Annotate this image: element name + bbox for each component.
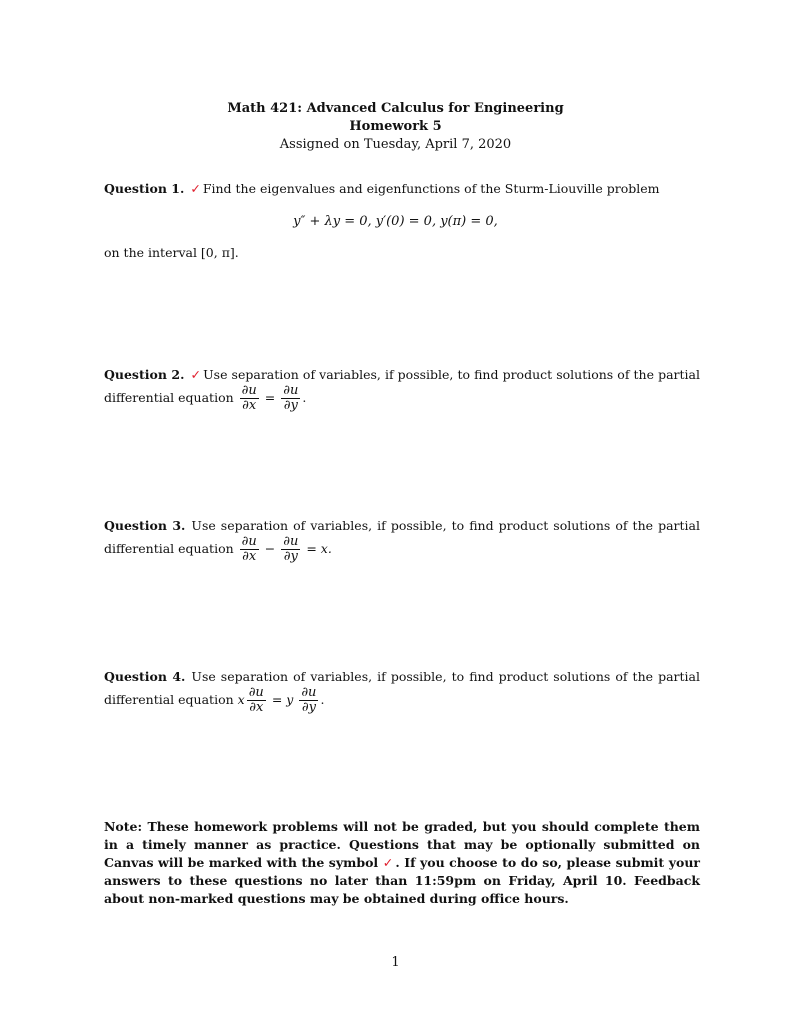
fraction <box>299 686 318 715</box>
question-3-equation <box>238 535 332 564</box>
question-3-label: Question 3. <box>104 518 186 533</box>
fraction <box>281 535 300 564</box>
equation-tail: = x. <box>306 541 332 556</box>
question-1 <box>104 180 700 198</box>
numerator: ∂u <box>248 685 264 700</box>
fraction <box>281 384 300 413</box>
question-4-equation <box>238 686 325 715</box>
fraction <box>240 384 259 413</box>
title-block <box>0 100 791 154</box>
checkmark-icon: ✓ <box>382 855 394 870</box>
page-number: 1 <box>391 955 400 970</box>
numerator: ∂u <box>283 383 299 398</box>
fraction <box>247 686 266 715</box>
question-4 <box>104 668 700 715</box>
question-2-equation <box>238 384 307 413</box>
question-1-interval: on the interval [0, π]. <box>104 245 239 260</box>
question-2-text: Use separation of variables, if possible, to find product solutions of the partial differential equation <box>104 367 700 405</box>
question-1-equation: y″ + λy = 0, y′(0) = 0, y(π) = 0, <box>293 214 498 229</box>
question-3-text: Use separation of variables, if possible, to find product solutions of the partial differential equation <box>104 518 700 556</box>
variable: x <box>237 692 245 707</box>
operator: = y <box>271 692 294 707</box>
fraction <box>240 535 259 564</box>
numerator: ∂u <box>241 534 257 549</box>
denominator: ∂y <box>283 549 298 564</box>
denominator: ∂y <box>301 700 316 715</box>
equation-tail: . <box>320 692 325 707</box>
question-4-label: Question 4. <box>104 669 186 684</box>
denominator: ∂x <box>249 700 264 715</box>
denominator: ∂x <box>242 398 257 413</box>
denominator: ∂y <box>283 398 298 413</box>
note-text-1: Note: These homework problems will not be graded, but you should complete them in a timely manner as practice. Questions that may be optionally submitted on Canvas will be marked with the symbol <box>104 819 700 870</box>
equation-tail: . <box>302 390 307 405</box>
course-title: Math 421: Advanced Calculus for Engineering <box>227 101 564 116</box>
denominator: ∂x <box>242 549 257 564</box>
question-3 <box>104 517 700 564</box>
operator: − <box>264 541 276 556</box>
note-text-2: . If you choose to do so, please submit your answers to these questions no later than 11:59pm on Friday, April 10. Feedback about non-marked questions may be obtained during office hours. <box>104 855 701 906</box>
question-1-label: Question 1. <box>104 181 185 196</box>
checkmark-icon: ✓ <box>190 367 202 382</box>
question-4-text: Use separation of variables, if possible, to find product solutions of the partial differential equation <box>104 669 700 707</box>
checkmark-icon: ✓ <box>190 181 201 196</box>
numerator: ∂u <box>283 534 299 549</box>
question-2 <box>104 366 700 413</box>
numerator: ∂u <box>301 685 317 700</box>
operator: = <box>264 390 276 405</box>
question-2-label: Question 2. <box>104 367 185 382</box>
note-paragraph <box>104 818 700 908</box>
homework-title: Homework 5 <box>349 119 442 134</box>
question-1-text: Find the eigenvalues and eigenfunctions of the Sturm-Liouville problem <box>202 181 660 196</box>
assigned-date: Assigned on Tuesday, April 7, 2020 <box>279 137 512 152</box>
numerator: ∂u <box>241 383 257 398</box>
